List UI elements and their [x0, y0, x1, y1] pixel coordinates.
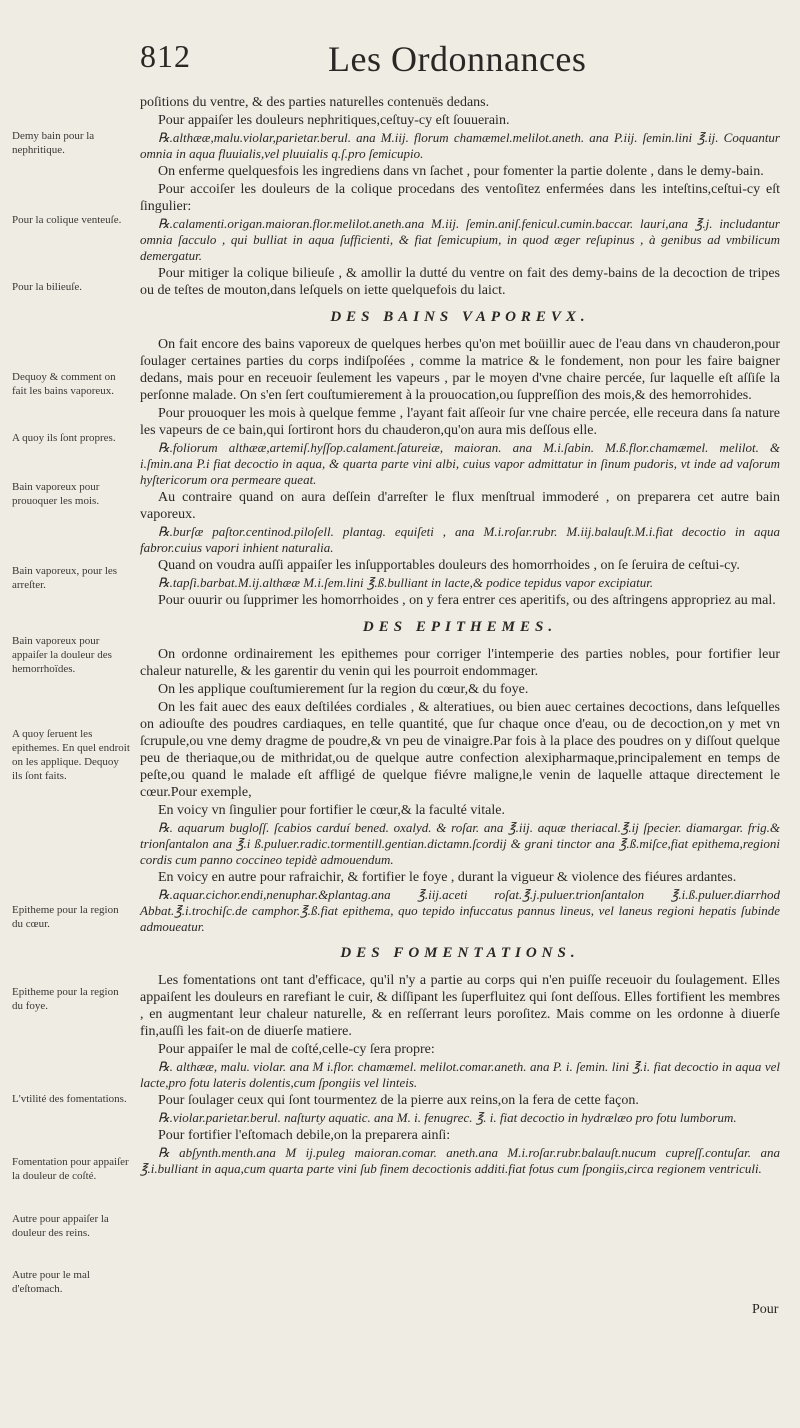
margin-note: Autre pour le mal d'eſtomach. — [12, 1269, 90, 1295]
margin-note: A quoy ſeruent les epithemes. En quel endroit on les applique. Dequoy ils ſont faits. — [12, 728, 130, 782]
recipe-paragraph: ℞.foliorum althææ,artemiſ.hyſſop.calament.ſatureiæ, maioran. ana M.i.ſabin. M.ß.flor.chamæmel. melilot. & i.ſmin.ana P.i fiat decoctio in aqua, & quarta parte vini albi, cuius vapor admittatur in ſinum pudoris, vt inde ad vaſorum hyſtericorum ora permeare queat. — [140, 440, 780, 487]
body-paragraph: Pour fortifier l'eſtomach debile,on la preparera ainſi: — [158, 1128, 451, 1143]
body-paragraph: Pour mitiger la colique bilieuſe , & amollir la dutté du ventre on fait des demy-bains de la decoction de tripes ou de teſtes de mouton,dans leſquels on iette quelquefois du laict. — [140, 266, 780, 298]
body-paragraph: Les fomentations ont tant d'efficace, qu'il n'y a partie au corps qui n'en puiſſe receuoir du ſoulagement. Elles appaiſent les douleurs en rarefiant le cuir, & diſſipant les ſuperfluitez qui ſont deſſous. Elles fortifient les membres , en augmentant leur chaleur naturelle, & en reſſerrant leurs poroſitez. Mais comme on les ordonne à diuerſe fin,auſſi les fait-on de diuerſe matiere. — [140, 973, 780, 1039]
page-body — [140, 94, 780, 1178]
body-paragraph: Pour ouurir ou ſupprimer les homorrhoides , on y fera entrer ces aperitifs, ou des aſtringens appropriez au mal. — [158, 593, 776, 608]
recipe-paragraph: ℞.burſæ paſtor.centinod.piloſell. plantag. equiſeti , ana M.i.roſar.rubr. M.iij.balauſt.M.i.fiat decoctio in aqua fabror.cuius vapori inhient naturalia. — [140, 524, 780, 555]
recipe-paragraph: ℞.violar.parietar.berul. naſturty aquatic. ana M. i. fenugrec. ℥. i. fiat decoctio in hydrælæo pro fotu lumborum. — [158, 1110, 737, 1125]
page-number: 812 — [140, 38, 191, 74]
margin-note: Demy bain pour la nephritique. — [12, 130, 95, 156]
body-paragraph: On enferme quelquesfois les ingrediens dans vn ſachet , pour fomenter la partie dolente , dans le demy-bain. — [158, 164, 764, 179]
catchword: Pour — [752, 1302, 779, 1317]
body-paragraph: On ordonne ordinairement les epithemes pour corriger l'intemperie des parties nobles, pour fortifier leur chaleur naturelle, & les garentir du venin qui les pourroit endommager. — [140, 647, 780, 679]
body-paragraph: poſitions du ventre, & des parties naturelles contenuës dedans. — [140, 95, 490, 110]
body-paragraph: Pour appaiſer le mal de coſté,celle-cy ſera propre: — [158, 1042, 435, 1057]
margin-note: Bain vaporeux pour prouoquer les mois. — [12, 481, 100, 507]
section-heading: DES EPITHEMES. — [362, 619, 558, 635]
recipe-paragraph: ℞. aquarum bugloſſ. ſcabios carduí bened. oxalyd. & roſar. ana ℥.iij. aquæ theriacal.℥.ij ſpecier. diamargar. frig.& trionſantalon ana ℥.i ß.puluer.radic.tormentill.gentian.dictamn.ſcordij & grani tinctor ana ℥.ß.miſce,fiat epithema,regioni cordis cum panno coccineo tepidè admouendum. — [140, 820, 780, 867]
body-paragraph: Pour ſoulager ceux qui ſont tourmentez de la pierre aux reins,on la fera de cette façon. — [158, 1093, 639, 1108]
body-paragraph: Pour appaiſer les douleurs nephritiques,ceſtuy-cy eſt ſouuerain. — [158, 113, 510, 128]
body-paragraph: Quand on voudra auſſi appaiſer les inſupportables douleurs des homorrhoides , on ſe ſeruira de ceſtui-cy. — [158, 558, 740, 573]
running-title: Les Ordonnances — [328, 39, 587, 79]
margin-note: L'vtilité des fomentations. — [12, 1093, 127, 1105]
margin-note: Bain vaporeux, pour les arreſter. — [12, 565, 118, 591]
margin-note: Pour la bilieuſe. — [12, 281, 82, 293]
margin-note: Fomentation pour appaiſer la douleur de coſté. — [12, 1156, 129, 1182]
section-heading: DES BAINS VAPOREVX. — [330, 309, 590, 325]
recipe-paragraph: ℞ abſynth.menth.ana M ij.puleg maioran.comar. aneth.ana M.i.roſar.rubr.balauſt.nucum cupreſſ.contuſar. ana ℥.i.bulliant in aqua,cum quarta parte vini ſub finem decoctionis additi.fiat fotus cum ſpongiis,circa regionem ventriculi. — [140, 1145, 780, 1176]
margin-note: Epitheme pour la region du cœur. — [12, 904, 119, 930]
margin-note: Pour la colique venteuſe. — [12, 214, 122, 226]
body-paragraph: On les applique couſtumierement ſur la region du cœur,& du foye. — [158, 682, 529, 697]
body-paragraph: Pour accoiſer les douleurs de la colique procedans des ventoſitez enfermées dans les inteſtins,ceſtui-cy eſt ſingulier: — [140, 182, 780, 214]
body-paragraph: On fait encore des bains vaporeux de quelques herbes qu'on met boüillir auec de l'eau dans vn chauderon,pour ſoulager certaines parties du corps indiſpoſées , comme la matrice & le fondement, non pour les faire baigner dedans, mais pour en receuoir ſeulement les vapeurs , par le moyen d'vne chaire percée, ſur laquelle eſt aſſiſe la perſonne malade. On s'en ſert couſtumierement à la prouocation,ou ſuppreſſion des mois,& des hemorrohides. — [140, 337, 780, 403]
recipe-paragraph: ℞.calamenti.origan.maioran.flor.melilot.aneth.ana M.iij. ſemin.aniſ.fenicul.cumin.baccar. lauri,ana ℥.j. includantur omnia ſacculo , qui bulliat in aqua ſufficienti, & fiat ſemicupium, in quod æger reſupinus , à genibus ad vmbilicum demergatur. — [140, 216, 780, 263]
margin-note: Bain vaporeux pour appaiſer la douleur des hemorrhoïdes. — [12, 635, 112, 675]
section-heading: DES FOMENTATIONS. — [340, 945, 580, 961]
margin-note: A quoy ils ſont propres. — [12, 432, 116, 444]
body-paragraph: En voicy en autre pour rafraichir, & fortifier le foye , durant la vigueur & violence des fiéures ardantes. — [158, 870, 737, 885]
margin-note: Dequoy & comment on fait les bains vaporeux. — [12, 371, 116, 397]
body-paragraph: Pour prouoquer les mois à quelque femme , l'ayant fait aſſeoir ſur vne chaire percée, elle receura dans ſa nature les vapeurs de ce bain,qui ſortiront hors du chauderon,qu'on aura mis deſſous elle. — [140, 406, 780, 438]
recipe-paragraph: ℞.tapſi.barbat.M.ij.althææ M.i.ſem.lini ℥.ß.bulliant in lacte,& podice tepidus vapor excipiatur. — [158, 575, 654, 590]
body-paragraph: On les fait auec des eaux deſtilées cordiales , & alteratiues, ou bien auec certaines decoctions, dans leſquelles on adiouſte des poudres cardiaques, en telle quantité, que ſur chaque once d'eau, ou de decoction,on y met vn ſcrupule,ou vne demy dragme de poudre,& vn peu de vinaigre.Par fois à la place des poudres on y diſſout quelque peu de theriaque,ou de mithridat,ou de quelque autre confection alexipharmaque,principalement en temps de peſte,ou quand le malade eſt affligé de quelque fiévre maligne,le venin de laquelle attaque directement le cœur.Pour exemple, — [140, 700, 780, 800]
body-paragraph: Au contraire quand on aura deſſein d'arreſter le flux menſtrual immoderé , on preparera cet autre bain vaporeux. — [140, 490, 780, 522]
page-header — [0, 38, 800, 88]
body-paragraph: En voicy vn ſingulier pour fortifier le cœur,& la faculté vitale. — [158, 803, 505, 818]
recipe-paragraph: ℞. althææ, malu. violar. ana M i.flor. chamæmel. melilot.comar.aneth. ana P. i. ſemin. lini ℥.i. fiat decoctio in aqua vel lacte,pro fotu lateris dolentis,cum ſpongiis vel linteis. — [140, 1059, 780, 1090]
recipe-paragraph: ℞.aquar.cichor.endi,nenuphar.&plantag.ana ℥.iij.aceti roſat.℥.j.puluer.trionſantalon ℥.i.ß.puluer.diarrhod Abbat.℥.i.trochiſc.de camphor.℥.ß.fiat epithema, quo tepido infuccatus pannus lineus, vel laneus regioni hepatis ſubinde admoueatur. — [140, 887, 780, 934]
margin-note: Epitheme pour la region du foye. — [12, 986, 119, 1012]
recipe-paragraph: ℞.althææ,malu.violar,parietar.berul. ana M.iij. florum chamæmel.melilot.aneth. ana P.iij. ſemin.lini ℥.ij. Coquantur omnia in aqua fluuialis,vel pluuialis q.ſ.pro ſemicupio. — [140, 130, 780, 161]
margin-note: Autre pour appaiſer la douleur des reins. — [12, 1213, 109, 1239]
